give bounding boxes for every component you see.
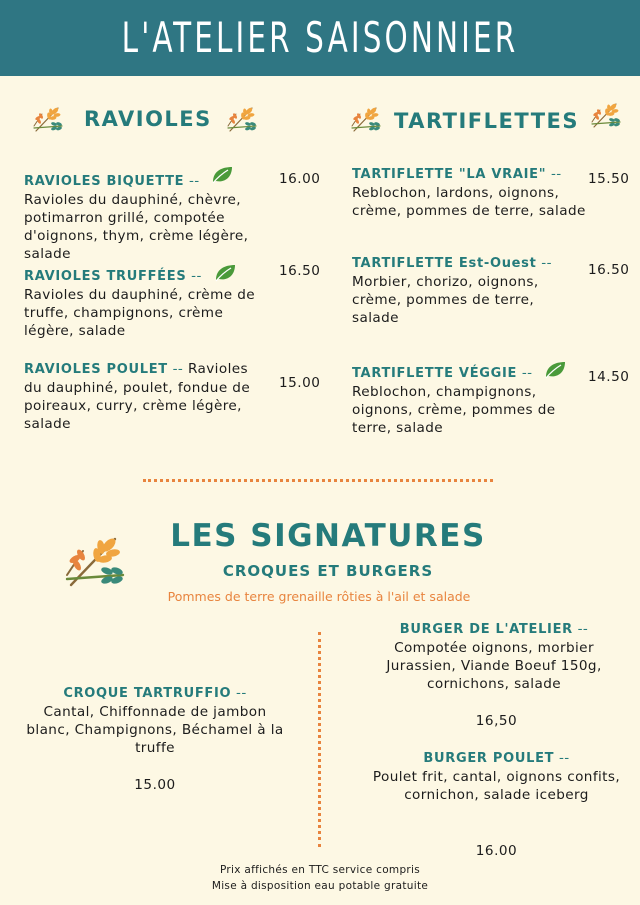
wheat-icon — [222, 104, 262, 134]
footer-line-water: Mise à disposition eau potable gratuite — [211, 880, 429, 892]
header-banner — [0, 0, 640, 76]
item-price: 16.50 — [588, 262, 630, 278]
leaf-icon — [543, 360, 567, 380]
section-divider — [143, 479, 493, 482]
item-price: 16.00 — [279, 171, 321, 187]
item-price: 15.00 — [134, 777, 176, 793]
item-description: Reblochon, champignons, oignons, crème, pommes de terre, salade — [352, 384, 556, 436]
ravioles-title: RAVIOLES — [84, 107, 212, 131]
item-price: 15.50 — [588, 171, 630, 187]
item-description: Compotée oignons, morbier Jurassien, Viande Boeuf 150g, cornichons, salade — [386, 640, 602, 692]
signatures-side-note: Pommes de terre grenaille rôties à l'ail et salade — [167, 589, 471, 604]
menu-item-ravioles-poulet: RAVIOLES POULET -- Ravioles du dauphiné, poulet, fondue de poireaux, curry, crème légère, salade — [24, 361, 251, 432]
wheat-icon — [346, 104, 386, 134]
menu-item-croque-tartruffio: CROQUE TARTRUFFIO -- Cantal, Chiffonnade de jambon blanc, Champignons, Béchamel à la truffe — [26, 685, 284, 756]
item-price: 16,50 — [475, 713, 518, 729]
leaf-icon — [210, 165, 234, 185]
menu-item-tartiflette-la-vraie: TARTIFLETTE "LA VRAIE" -- Reblochon, lardons, oignons, crème, pommes de terre, salade — [352, 166, 586, 219]
item-description: Cantal, Chiffonnade de jambon blanc, Champignons, Béchamel à la truffe — [26, 704, 284, 756]
item-price: 16.50 — [279, 263, 321, 279]
menu-item-tartiflette-veggie: TARTIFLETTE VÉGGIE -- Reblochon, champignons, oignons, crème, pommes de terre, salade — [352, 360, 587, 437]
footer-line-prices: Prix affichés en TTC service compris — [219, 864, 421, 876]
item-price: 14.50 — [588, 369, 630, 385]
leaf-icon — [213, 263, 237, 283]
item-description: Ravioles du dauphiné, chèvre, potimarron grillé, compotée d'oignons, thym, crème légère, salade — [24, 192, 249, 262]
wheat-icon — [55, 524, 135, 598]
tartiflettes-title: TARTIFLETTES — [394, 109, 579, 133]
item-description: Ravioles du dauphiné, crème de truffe, champignons, crème légère, salade — [24, 287, 255, 339]
menu-item-burger-poulet: BURGER POULET -- Poulet frit, cantal, oignons confits, cornichon, salade iceberg — [372, 750, 621, 803]
item-description: Morbier, chorizo, oignons, crème, pommes de terre, salade — [352, 274, 539, 326]
item-description: Reblochon, lardons, oignons, crème, pommes de terre, salade — [352, 185, 586, 219]
column-divider — [318, 632, 321, 847]
item-description: Poulet frit, cantal, oignons confits, cornichon, salade iceberg — [372, 769, 621, 803]
item-price: 15.00 — [279, 375, 321, 391]
signatures-title: LES SIGNATURES — [170, 518, 486, 554]
restaurant-title: L'ATELIER SAISONNIER — [121, 13, 519, 62]
footer-notes — [120, 862, 520, 894]
signatures-subtitle: CROQUES ET BURGERS — [222, 562, 434, 580]
wheat-icon — [586, 100, 626, 130]
menu-item-ravioles-biquette: RAVIOLES BIQUETTE -- Ravioles du dauphiné, chèvre, potimarron grillé, compotée d'oignons, thym, crème légère, salade — [24, 165, 264, 263]
item-price: 16.00 — [475, 843, 518, 859]
menu-item-tartiflette-est-ouest: TARTIFLETTE Est-Ouest -- Morbier, chorizo, oignons, crème, pommes de terre, salade — [352, 255, 552, 326]
menu-item-burger-atelier: BURGER DE L'ATELIER -- Compotée oignons, morbier Jurassien, Viande Boeuf 150g, cornichons, salade — [386, 621, 602, 692]
menu-item-ravioles-truffees: RAVIOLES TRUFFÉES -- Ravioles du dauphiné, crème de truffe, champignons, crème légère, salade — [24, 263, 264, 340]
wheat-icon — [28, 104, 68, 134]
item-description: Ravioles du dauphiné, poulet, fondue de poireaux, curry, crème légère, salade — [24, 361, 251, 432]
